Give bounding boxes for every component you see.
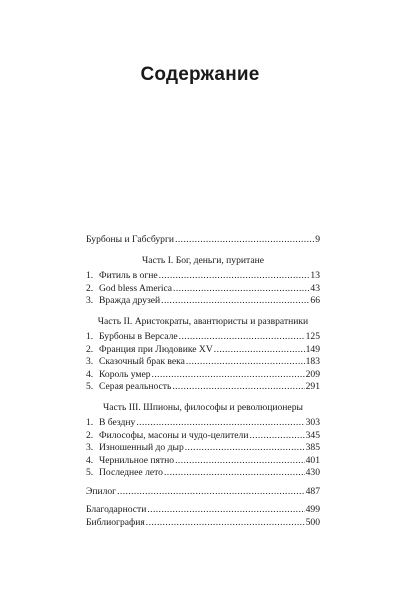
toc-entry[interactable] xyxy=(86,467,320,480)
toc-entry-label: Философы, масоны и чудо-целители xyxy=(99,429,249,441)
dot-leader xyxy=(175,234,314,247)
toc-entry-label: Вражда друзей xyxy=(99,295,161,306)
toc-chapter-number: 4. xyxy=(86,454,94,466)
toc-entry[interactable] xyxy=(86,283,320,296)
toc-page-number: 401 xyxy=(305,454,320,466)
toc-page-number: 125 xyxy=(305,331,320,342)
toc-entry[interactable] xyxy=(86,270,320,283)
part-heading-2: Часть II. Аристократы, авантюристы и развратники xyxy=(97,315,309,327)
table-of-contents xyxy=(86,234,320,529)
page-title: Содержание xyxy=(140,64,260,85)
toc-page-number: 291 xyxy=(305,381,320,392)
toc-entry-label: Библиография xyxy=(86,516,145,528)
toc-page-number: 13 xyxy=(310,270,320,281)
toc-entry-label: Франция при Людовике XV xyxy=(99,343,213,355)
toc-chapter-number: 3. xyxy=(86,356,94,367)
toc-entry[interactable] xyxy=(86,417,320,430)
toc-chapter-number: 5. xyxy=(86,381,94,392)
toc-entry-label: Король умер xyxy=(99,368,151,380)
toc-page-number: 499 xyxy=(305,504,320,515)
toc-entry-label: Бурбоны и Габсбурги xyxy=(86,234,175,245)
toc-entry-label: God bless America xyxy=(99,282,173,294)
toc-chapter-number: 5. xyxy=(86,467,94,478)
toc-page-number: 149 xyxy=(305,343,320,355)
dot-leader xyxy=(179,331,305,344)
toc-chapter-number: 3. xyxy=(86,295,94,306)
dot-leader xyxy=(146,517,305,530)
toc-entry-label: Серая реальность xyxy=(99,381,172,392)
toc-entry[interactable] xyxy=(86,295,320,308)
dot-leader xyxy=(117,486,304,499)
dot-leader xyxy=(152,369,305,382)
toc-entry[interactable] xyxy=(86,331,320,344)
toc-entry-intro[interactable] xyxy=(86,234,320,247)
toc-page-number: 345 xyxy=(305,429,320,441)
toc-entry-epilogue[interactable] xyxy=(86,486,320,499)
toc-page-number: 500 xyxy=(305,516,320,528)
dot-leader xyxy=(164,467,305,480)
dot-leader xyxy=(186,356,305,369)
toc-entry-label: Бурбоны в Версале xyxy=(99,331,178,342)
toc-entry-label: Изношенный до дыр xyxy=(99,442,184,453)
toc-entry-label: Эпилог xyxy=(86,485,117,497)
dot-leader xyxy=(172,381,304,394)
dot-leader xyxy=(249,430,304,443)
toc-page-number: 209 xyxy=(305,368,320,380)
toc-page-number: 430 xyxy=(305,467,320,478)
toc-entry-label: Фитиль в огне xyxy=(99,270,158,281)
toc-entry-label: Благодарности xyxy=(86,504,147,515)
toc-chapter-number: 1. xyxy=(86,270,94,281)
toc-entry-acknowledgements[interactable] xyxy=(86,504,320,517)
toc-entry[interactable] xyxy=(86,369,320,382)
toc-entry[interactable] xyxy=(86,442,320,455)
toc-page-number: 385 xyxy=(305,442,320,453)
toc-chapter-number: 2. xyxy=(86,429,94,441)
dot-leader xyxy=(173,283,309,296)
part-heading-3: Часть III. Шпионы, философы и революционеры xyxy=(103,401,303,413)
toc-page-number: 66 xyxy=(310,295,320,306)
toc-entry-label: Сказочный брак века xyxy=(99,356,185,367)
toc-chapter-number: 2. xyxy=(86,282,94,294)
toc-chapter-number: 4. xyxy=(86,368,94,380)
toc-page-number: 9 xyxy=(315,234,320,245)
toc-entry-bibliography[interactable] xyxy=(86,517,320,530)
toc-entry[interactable] xyxy=(86,455,320,468)
dot-leader xyxy=(185,442,305,455)
toc-entry[interactable] xyxy=(86,430,320,443)
toc-entry[interactable] xyxy=(86,381,320,394)
toc-chapter-number: 1. xyxy=(86,417,94,428)
toc-page-number: 487 xyxy=(305,485,320,497)
dot-leader xyxy=(159,270,310,283)
dot-leader xyxy=(136,417,304,430)
toc-chapter-number: 2. xyxy=(86,343,94,355)
toc-entry-label: В бездну xyxy=(99,417,136,428)
toc-page-number: 43 xyxy=(310,282,320,294)
dot-leader xyxy=(175,455,305,468)
toc-chapter-number: 3. xyxy=(86,442,94,453)
dot-leader xyxy=(214,344,305,357)
toc-entry[interactable] xyxy=(86,356,320,369)
toc-entry-label: Чернильное пятно xyxy=(99,454,175,466)
part-heading-1: Часть I. Бог, деньги, пуритане xyxy=(141,254,264,266)
toc-page-number: 303 xyxy=(305,417,320,428)
toc-page-number: 183 xyxy=(305,356,320,367)
toc-entry[interactable] xyxy=(86,344,320,357)
toc-chapter-number: 1. xyxy=(86,331,94,342)
dot-leader xyxy=(147,504,304,517)
dot-leader xyxy=(161,295,309,308)
toc-entry-label: Последнее лето xyxy=(99,467,163,478)
